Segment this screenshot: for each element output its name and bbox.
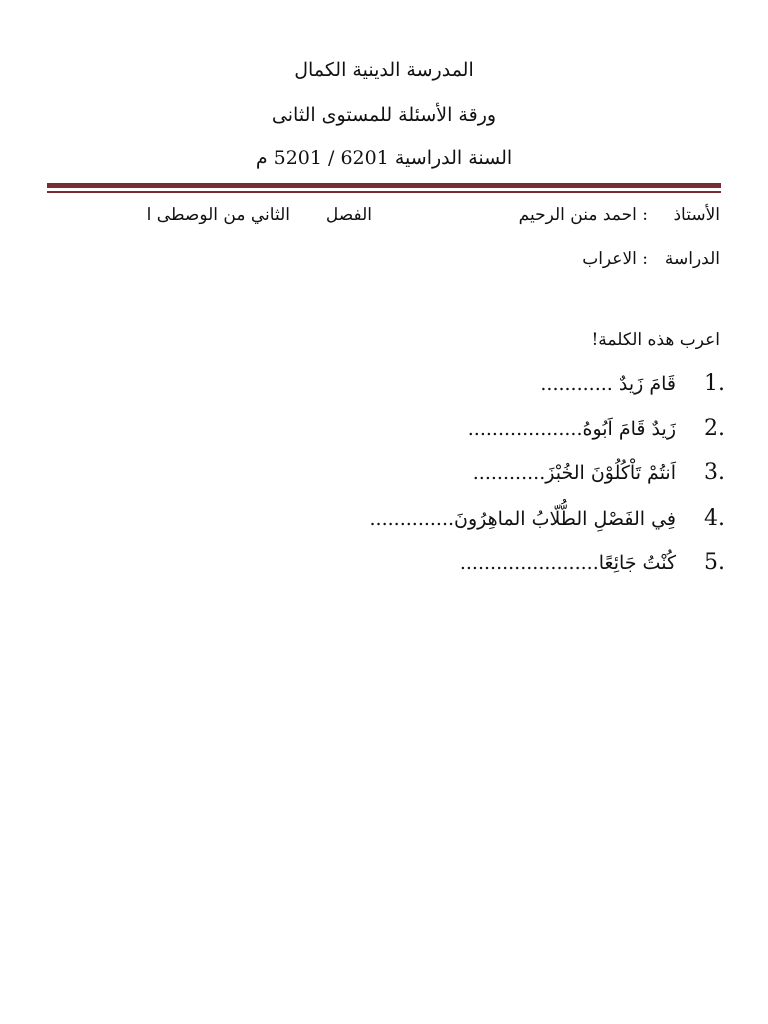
- question-text: اَنتُمْ تَاْكُلُوْنَ الخُبْزَ............: [472, 462, 676, 484]
- question-number: 4.: [704, 506, 725, 531]
- header-divider-thin: [47, 191, 721, 193]
- teacher-value: : احمد منن الرحيم: [518, 205, 648, 225]
- question-text: قَامَ زَيدٌ ............: [540, 373, 676, 395]
- question-text: كُنْتُ جَائِعًا.......................: [459, 552, 676, 574]
- school-name: المدرسة الدينية الكمال: [294, 59, 474, 81]
- question-item: [234, 546, 734, 580]
- question-text: فِي الفَصْلِ الطُّلّابُ الماهِرُونَ..............: [369, 508, 676, 530]
- header-divider-thick: [47, 183, 721, 188]
- question-item: [234, 367, 734, 401]
- subject-value: : الاعراب: [582, 249, 648, 269]
- class-value: الثاني من الوصطى ا: [146, 205, 290, 225]
- question-number: 3.: [704, 460, 725, 485]
- question-item: [234, 502, 734, 536]
- question-item: [234, 456, 734, 490]
- question-text: زَيدٌ قَامَ اَبُوهُ...................: [467, 418, 676, 440]
- question-number: 5.: [704, 550, 725, 575]
- question-number: 2.: [704, 416, 725, 441]
- sheet-title: ورقة الأسئلة للمستوى الثانى: [271, 104, 497, 126]
- academic-year: السنة الدراسية 6201 / 5201 م: [255, 147, 513, 169]
- question-number: 1.: [704, 371, 725, 396]
- subject-label: الدراسة: [664, 249, 720, 269]
- question-item: [234, 412, 734, 446]
- class-label: الفصل: [325, 205, 372, 225]
- teacher-label: الأستاذ: [673, 205, 720, 225]
- instruction: اعرب هذه الكلمة!: [591, 330, 720, 350]
